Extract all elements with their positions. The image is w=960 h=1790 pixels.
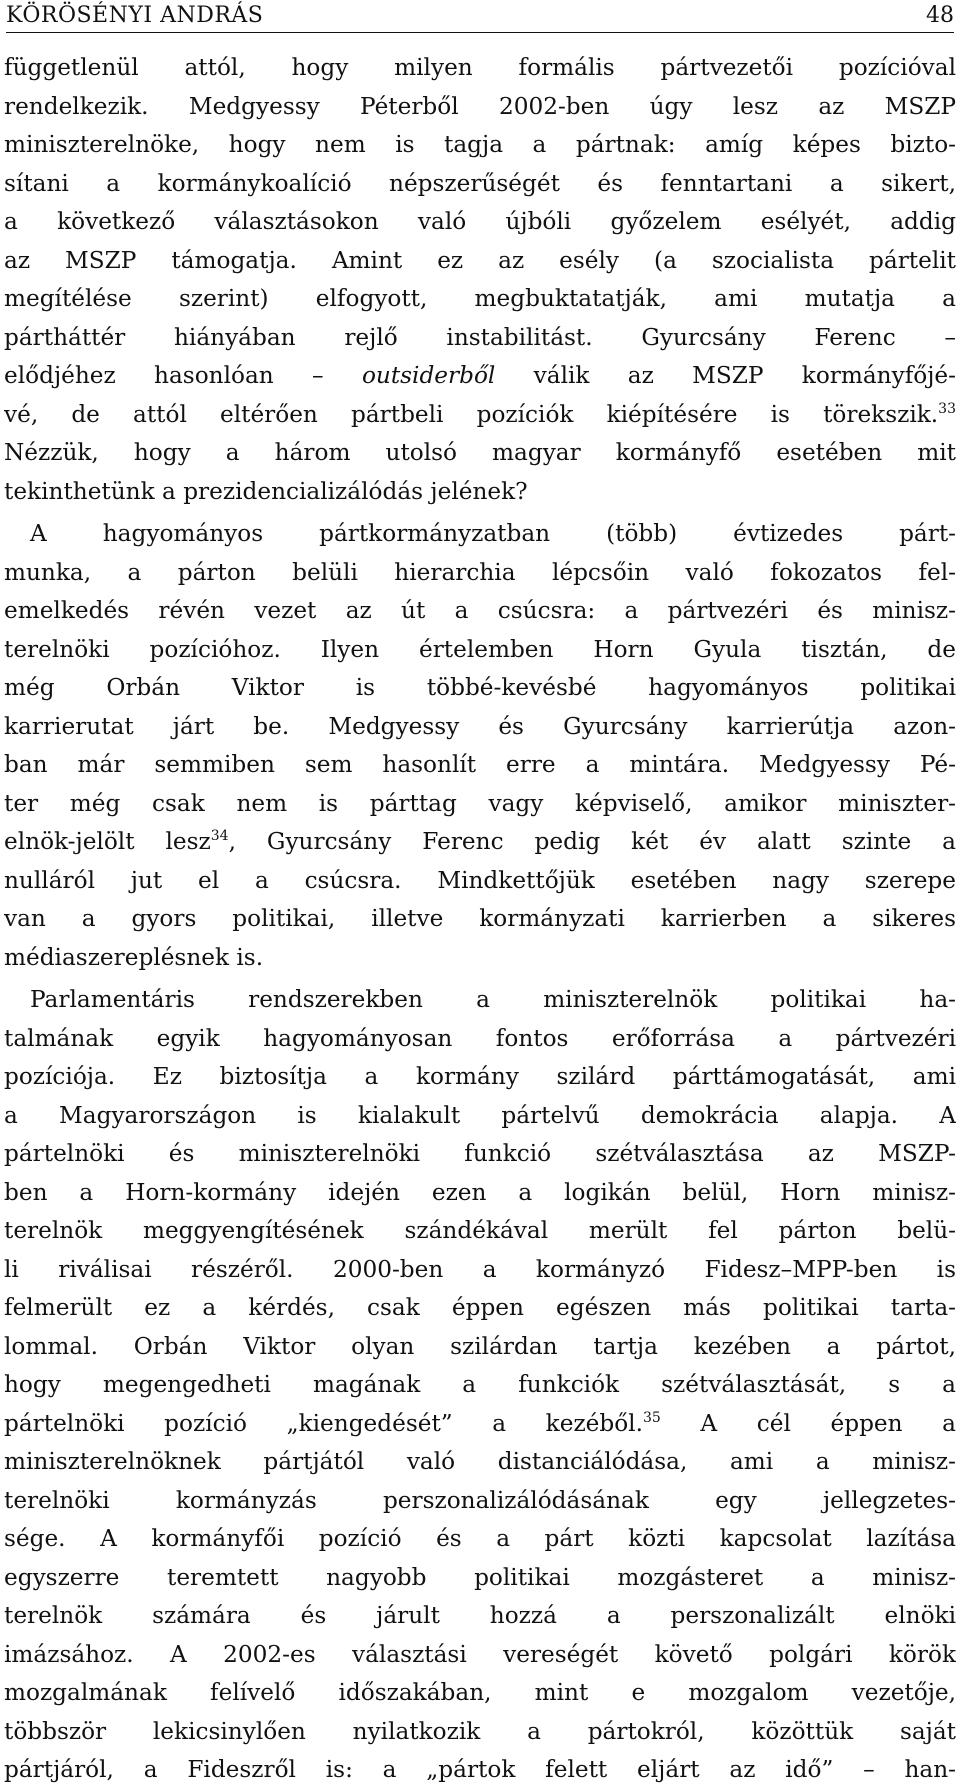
line-text: az MSZP támogatja. Amint ez az esély (a szocialista pártelit: [4, 246, 956, 274]
text-line: [4, 1135, 956, 1174]
page-number: 48: [926, 3, 954, 28]
text-line: [4, 1751, 956, 1790]
line-text: emelkedés révén vezet az út a csúcsra: a pártvezéri és minisz-: [4, 597, 956, 624]
body-text: [4, 49, 956, 1790]
text-line: [4, 1405, 956, 1444]
text-line: [4, 165, 956, 204]
line-text: miniszterelnöke, hogy nem is tagja a pártnak: amíg képes bizto-: [4, 131, 956, 158]
text-line: [4, 434, 956, 473]
line-text: médiaszereplésnek is.: [4, 943, 264, 971]
text-line: [4, 631, 956, 670]
line-text: terelnöki pozícióhoz. Ilyen értelemben Horn Gyula tisztán, de: [4, 635, 956, 663]
line-text: ter még csak nem is párttag vagy képviselő, amikor miniszter-: [4, 789, 956, 817]
line-text: rendelkezik. Medgyessy Péterből 2002-ben úgy lesz az MSZP: [4, 92, 956, 120]
text-line: [4, 319, 956, 358]
line-text: tekinthetünk a prezidencializálódás jelének?: [4, 477, 528, 505]
text-line: [4, 1597, 956, 1636]
text-line: [4, 126, 956, 165]
text-line: [4, 203, 956, 242]
line-text: ben a Horn-kormány idején ezen a logikán belül, Horn minisz-: [4, 1178, 956, 1206]
line-text: imázsához. A 2002-es választási vereségét követő polgári körök: [4, 1640, 956, 1668]
line-text: terelnök meggyengítésének szándékával merült fel párton belü-: [4, 1217, 956, 1244]
line-text: a következő választásokon való újbóli győzelem esélyét, addig: [4, 208, 956, 235]
text-line: [4, 1482, 956, 1521]
text-line: [4, 592, 956, 631]
text-line: [4, 823, 956, 862]
line-text: A hagyományos pártkormányzatban (több) évtizedes párt-: [30, 520, 956, 547]
line-text: mozgalmának felívelő időszakában, mint e mozgalom vezetője,: [4, 1679, 956, 1706]
text-line: [4, 88, 956, 127]
line-text: A cél éppen a: [660, 1409, 956, 1437]
running-header: [6, 2, 954, 33]
line-text: munka, a párton belüli hierarchia lépcsőin való fokozatos fel-: [4, 558, 956, 586]
line-text: Nézzük, hogy a három utolsó magyar kormányfő esetében mit: [4, 439, 956, 466]
text-line: [4, 981, 956, 1020]
line-text: sítani a kormánykoalíció népszerűségét és fenntartani a sikert,: [4, 169, 956, 197]
text-line: [4, 1097, 956, 1136]
line-text: miniszterelnöknek pártjától való distanciálódása, ami a minisz-: [4, 1448, 956, 1475]
footnote-marker: 34: [210, 828, 229, 844]
text-line: [4, 1328, 956, 1367]
line-text: Parlamentáris rendszerekben a miniszterelnök politikai ha-: [30, 986, 956, 1013]
line-text: függetlenül attól, hogy milyen formális pártvezetői pozícióval: [4, 54, 956, 81]
text-line: [4, 1443, 956, 1482]
text-line: [4, 1251, 956, 1290]
text-line: [4, 785, 956, 824]
line-text: sége. A kormányfői pozíció és a párt közti kapcsolat lazítása: [4, 1525, 956, 1552]
text-line: [4, 396, 956, 435]
text-line: [4, 1212, 956, 1251]
footnote-marker: 33: [938, 400, 956, 417]
line-text: karrierutat járt be. Medgyessy és Gyurcsány karrierútja azon-: [4, 712, 956, 740]
text-line: [4, 554, 956, 593]
running-header-author: KÖRÖSÉNYI ANDRÁS: [6, 3, 264, 28]
text-line: [4, 1520, 956, 1559]
line-text: terelnök számára és járult hozzá a perszonalizált elnöki: [4, 1602, 956, 1629]
line-text: terelnöki kormányzás perszonalizálódásának egy jellegzetes-: [4, 1486, 956, 1514]
text-line: [4, 900, 956, 939]
italic-term: outsiderből: [361, 362, 496, 389]
line-text: nulláról jut el a csúcsra. Mindkettőjük esetében nagy szerepe: [4, 866, 956, 894]
line-text: pozíciója. Ez biztosítja a kormány szilárd párttámogatását, ami: [4, 1063, 956, 1090]
text-line: [4, 49, 956, 88]
line-text: li riválisai részéről. 2000-ben a kormányzó Fidesz–MPP-ben is: [4, 1255, 956, 1283]
line-text: pártháttér hiányában rejlő instabilitást. Gyurcsány Ferenc –: [4, 323, 956, 351]
text-line: [4, 669, 956, 708]
line-text: , Gyurcsány Ferenc pedig két év alatt szinte a: [228, 828, 956, 855]
text-line: [4, 1674, 956, 1713]
footnote-marker: 35: [642, 1409, 661, 1426]
text-line: [4, 1058, 956, 1097]
line-text: még Orbán Viktor is többé-kevésbé hagyományos politikai: [4, 674, 956, 701]
text-line: [4, 242, 956, 281]
line-text: pártjáról, a Fideszről is: a „pártok felett eljárt az idő” – han-: [4, 1756, 956, 1783]
text-line: [4, 746, 956, 785]
text-line: [4, 1289, 956, 1328]
text-line: [4, 939, 956, 978]
text-line: [4, 357, 956, 396]
text-line: [4, 473, 956, 512]
line-text: lommal. Orbán Viktor olyan szilárdan tartja kezében a pártot,: [4, 1332, 956, 1360]
line-text: ban már semmiben sem hasonlít erre a mintára. Medgyessy Pé-: [4, 751, 956, 778]
line-text: elnök-jelölt lesz: [4, 828, 211, 855]
text-line: [4, 280, 956, 319]
line-text: többször lekicsinylően nyilatkozik a pártokról, közöttük saját: [4, 1717, 956, 1745]
line-text: a Magyarországon is kialakult pártelvű demokrácia alapja. A: [4, 1101, 956, 1129]
line-text: felmerült ez a kérdés, csak éppen egészen más politikai tarta-: [4, 1294, 956, 1321]
line-text: pártelnöki és miniszterelnöki funkció szétválasztása az MSZP-: [4, 1140, 956, 1167]
line-text: van a gyors politikai, illetve kormányzati karrierben a sikeres: [4, 905, 956, 932]
line-text: megítélése szerint) elfogyott, megbuktatatják, ami mutatja a: [4, 285, 956, 312]
line-text: elődjéhez hasonlóan –: [4, 362, 362, 389]
line-text: hogy megengedheti magának a funkciók szétválasztását, s a: [4, 1371, 956, 1398]
line-text: válik az MSZP kormányfőjé-: [495, 362, 956, 389]
text-line: [4, 1020, 956, 1059]
text-line: [4, 862, 956, 901]
text-line: [4, 1713, 956, 1752]
text-line: [4, 1636, 956, 1675]
line-text: vé, de attól eltérően pártbeli pozíciók kiépítésére is törekszik.: [4, 400, 939, 428]
text-line: [4, 515, 956, 554]
line-text: pártelnöki pozíció „kiengedését” a kezéből.: [4, 1409, 643, 1437]
text-line: [4, 1174, 956, 1213]
text-line: [4, 1366, 956, 1405]
text-line: [4, 708, 956, 747]
line-text: talmának egyik hagyományosan fontos erőforrása a pártvezéri: [4, 1024, 956, 1052]
line-text: egyszerre teremtett nagyobb politikai mozgásteret a minisz-: [4, 1563, 956, 1591]
text-line: [4, 1559, 956, 1598]
